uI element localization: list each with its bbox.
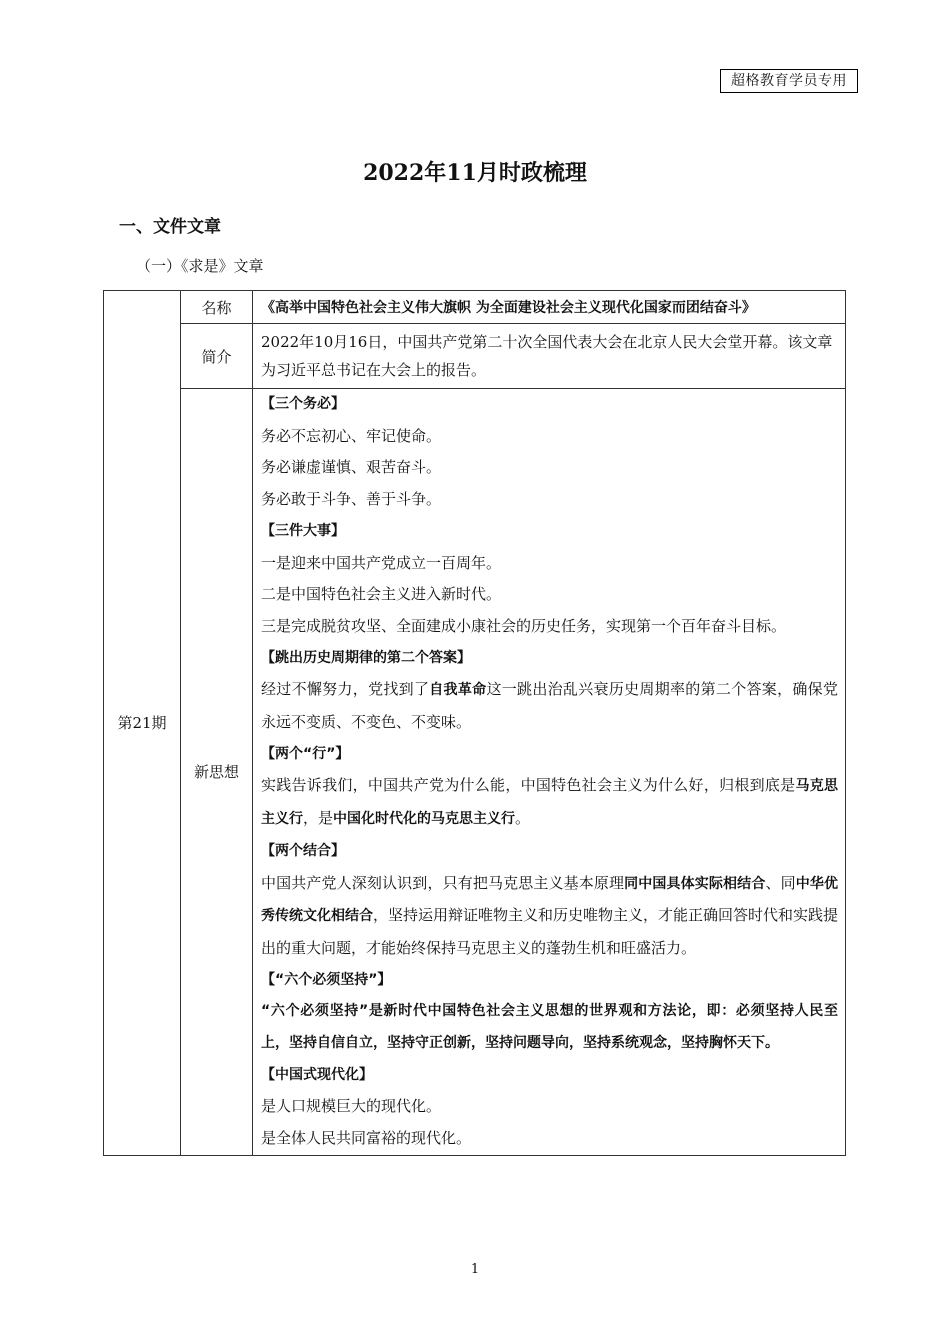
list-item: 三是完成脱贫攻坚、全面建成小康社会的历史任务，实现第一个百年奋斗目标。 xyxy=(261,616,787,635)
name-value: 《高举中国特色社会主义伟大旗帜 为全面建设社会主义现代化国家而团结奋斗》 xyxy=(253,291,846,324)
page-title: 2022年11月时政梳理 xyxy=(363,160,587,186)
list-item: 二是中国特色社会主义进入新时代。 xyxy=(261,585,502,604)
issue-cell: 第21期 xyxy=(104,291,181,1156)
text-span: ，是 xyxy=(303,809,334,828)
intro-value: 2022年10月16日，中国共产党第二十次全国代表大会在北京人民大会堂开幕。该文章为习近平总书记在大会上的报告。 xyxy=(253,324,846,389)
list-item: 务必敢于斗争、善于斗争。 xyxy=(261,490,442,509)
section-six-musts-heading: 【“六个必须坚持”】 xyxy=(261,971,392,988)
section-two-combinations-heading: 【两个结合】 xyxy=(261,842,345,859)
section-two-xing-heading: 【两个“行”】 xyxy=(261,745,350,762)
table-row-name xyxy=(104,291,846,324)
list-item: 务必不忘初心、牢记使命。 xyxy=(261,426,442,445)
second-answer-paragraph xyxy=(261,674,838,738)
watermark-label: 超格教育学员专用 xyxy=(720,69,858,93)
two-xing-paragraph xyxy=(261,770,838,835)
thought-label: 新思想 xyxy=(181,389,253,1156)
list-item: 一是迎来中国共产党成立一百周年。 xyxy=(261,553,502,572)
section-three-musts-heading: 【三个务必】 xyxy=(261,396,345,412)
bold-span: 马克思主义行 xyxy=(261,778,838,828)
text-span: 经过不懈努力，党找到了 xyxy=(261,680,430,699)
section-heading: 一、文件文章 xyxy=(119,217,221,237)
text-span: 中国共产党人深刻认识到，只有把马克思主义基本原理 xyxy=(261,873,625,892)
two-combinations-paragraph xyxy=(261,868,838,965)
list-item: 是人口规模巨大的现代化。 xyxy=(261,1097,442,1116)
thought-content xyxy=(253,389,846,1156)
section-modernization-heading: 【中国式现代化】 xyxy=(261,1066,373,1083)
six-musts-paragraph: “六个必须坚持”是新时代中国特色社会主义思想的世界观和方法论，即：必须坚持人民至上，坚持自信自立，坚持守正创新，坚持问题导向，坚持系统观念，坚持胸怀天下。 xyxy=(261,1003,838,1052)
list-item: 是全体人民共同富裕的现代化。 xyxy=(261,1129,472,1148)
text-span: ，坚持运用辩证唯物主义和历史唯物主义，才能正确回答时代和实践提出的重大问题，才能始终保持马克思主义的蓬勃生机和旺盛活力。 xyxy=(261,906,839,957)
list-item: 务必谦虚谨慎、艰苦奋斗。 xyxy=(261,458,442,477)
subsection-heading: （一）《求是》文章 xyxy=(136,257,264,275)
page-number: 1 xyxy=(470,1262,480,1277)
name-label: 名称 xyxy=(181,291,253,324)
text-span: 、同 xyxy=(765,873,796,892)
bold-span: 自我革命 xyxy=(429,682,487,699)
section-second-answer-heading: 【跳出历史周期律的第二个答案】 xyxy=(261,649,471,666)
text-span: 实践告诉我们，中国共产党为什么能，中国特色社会主义为什么好，归根到底是 xyxy=(261,776,796,795)
article-table xyxy=(103,290,846,1156)
table-row-thought xyxy=(104,389,846,1156)
text-span: 。 xyxy=(515,809,531,828)
section-three-events-heading: 【三件大事】 xyxy=(261,522,345,539)
table-row-intro xyxy=(104,324,846,389)
bold-span: 中华优秀传统文化相结合 xyxy=(261,875,838,925)
bold-span: 同中国具体实际相结合 xyxy=(624,875,766,892)
bold-span: 中国化时代化的马克思主义行 xyxy=(333,811,516,828)
intro-label: 简介 xyxy=(181,324,253,389)
text-span: 这一跳出治乱兴衰历史周期率的第二个答案，确保党永远不变质、不变色、不变味。 xyxy=(261,680,838,732)
